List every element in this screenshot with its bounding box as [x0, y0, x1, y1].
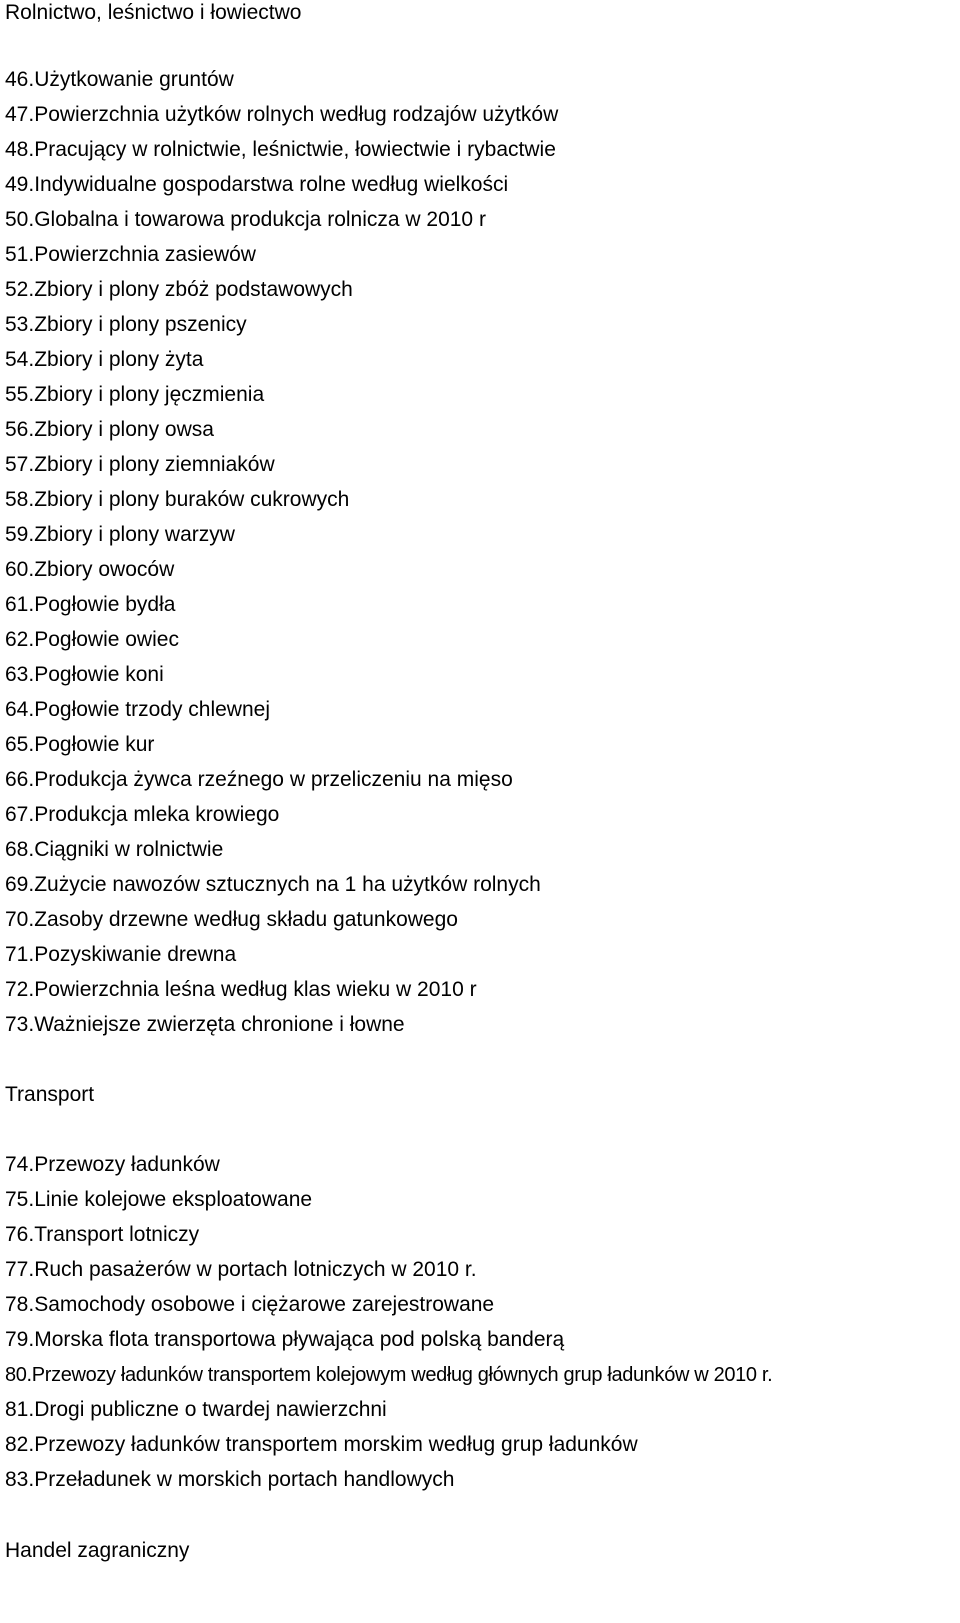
- item-number: 62.: [5, 628, 35, 651]
- list-item: [5, 137, 556, 163]
- list-item: [5, 207, 486, 233]
- item-text: Zbiory i plony żyta: [34, 348, 204, 371]
- item-number: 82.: [5, 1433, 35, 1456]
- item-number: 71.: [5, 943, 35, 966]
- item-number: 55.: [5, 383, 35, 406]
- list-item: [5, 592, 175, 618]
- item-text: Zbiory i plony buraków cukrowych: [34, 488, 350, 511]
- list-item: [5, 1362, 772, 1388]
- list-item: [5, 417, 214, 443]
- item-text: Pogłowie bydła: [34, 593, 176, 616]
- item-number: 54.: [5, 348, 35, 371]
- item-text: Pozyskiwanie drewna: [34, 943, 237, 966]
- list-item: [5, 837, 223, 863]
- item-text: Pogłowie kur: [34, 733, 155, 756]
- list-item: [5, 942, 236, 968]
- item-number: 73.: [5, 1013, 35, 1036]
- item-number: 72.: [5, 978, 35, 1001]
- section-heading-rolnictwo: Rolnictwo, leśnictwo i łowiectwo: [5, 1, 302, 24]
- item-number: 75.: [5, 1188, 35, 1211]
- list-item: [5, 1292, 494, 1318]
- item-number: 53.: [5, 313, 35, 336]
- list-item: [5, 312, 247, 338]
- item-text: Pogłowie trzody chlewnej: [34, 698, 270, 721]
- item-number: 47.: [5, 103, 35, 126]
- item-number: 66.: [5, 768, 35, 791]
- list-item: [5, 697, 270, 723]
- item-text: Zbiory i plony pszenicy: [34, 313, 247, 336]
- item-number: 81.: [5, 1398, 35, 1421]
- list-item: [5, 1257, 477, 1283]
- item-text: Transport lotniczy: [34, 1223, 200, 1246]
- list-item: [5, 347, 203, 373]
- list-item: [5, 802, 279, 828]
- item-number: 46.: [5, 68, 35, 91]
- item-number: 52.: [5, 278, 35, 301]
- list-item: [5, 907, 458, 933]
- item-text: Przewozy ładunków: [34, 1153, 220, 1176]
- item-text: Przewozy ładunków transportem kolejowym według głównych grup ładunków w 2010 r.: [31, 1364, 773, 1386]
- list-item: [5, 102, 558, 128]
- item-text: Ważniejsze zwierzęta chronione i łowne: [34, 1013, 405, 1036]
- item-number: 67.: [5, 803, 35, 826]
- item-text: Produkcja żywca rzeźnego w przeliczeniu na mięso: [34, 768, 513, 791]
- item-number: 58.: [5, 488, 35, 511]
- item-text: Ciągniki w rolnictwie: [34, 838, 224, 861]
- list-item: [5, 767, 513, 793]
- item-text: Przeładunek w morskich portach handlowych: [34, 1468, 455, 1491]
- list-item: [5, 522, 235, 548]
- section-heading-handel-zagraniczny: Handel zagraniczny: [5, 1539, 190, 1562]
- list-item: [5, 277, 353, 303]
- list-item: [5, 627, 179, 653]
- item-text: Linie kolejowe eksploatowane: [34, 1188, 313, 1211]
- item-text: Pogłowie koni: [34, 663, 164, 686]
- item-text: Zbiory owoców: [34, 558, 175, 581]
- item-text: Powierzchnia leśna według klas wieku w 2010 r: [34, 978, 477, 1001]
- item-number: 59.: [5, 523, 35, 546]
- list-item: [5, 1397, 387, 1423]
- item-number: 48.: [5, 138, 35, 161]
- item-text: Pogłowie owiec: [34, 628, 179, 651]
- list-item: [5, 872, 541, 898]
- item-text: Zbiory i plony owsa: [34, 418, 214, 441]
- list-item: [5, 67, 234, 93]
- list-item: [5, 977, 477, 1003]
- item-text: Zbiory i plony jęczmienia: [34, 383, 265, 406]
- list-item: [5, 172, 508, 198]
- item-number: 61.: [5, 593, 35, 616]
- list-item: [5, 1152, 220, 1178]
- list-item: [5, 1222, 199, 1248]
- item-number: 74.: [5, 1153, 35, 1176]
- section-heading-transport: Transport: [5, 1083, 95, 1106]
- item-text: Pracujący w rolnictwie, leśnictwie, łowiectwie i rybactwie: [34, 138, 556, 161]
- item-text: Użytkowanie gruntów: [34, 68, 234, 91]
- item-number: 79.: [5, 1328, 35, 1351]
- item-text: Zbiory i plony zbóż podstawowych: [34, 278, 353, 301]
- item-number: 69.: [5, 873, 35, 896]
- list-item: [5, 662, 164, 688]
- list-item: [5, 557, 174, 583]
- list-item: [5, 1187, 312, 1213]
- list-item: [5, 242, 256, 268]
- list-item: [5, 382, 264, 408]
- item-number: 64.: [5, 698, 35, 721]
- item-number: 83.: [5, 1468, 35, 1491]
- item-text: Samochody osobowe i ciężarowe zarejestrowane: [34, 1293, 495, 1316]
- item-number: 60.: [5, 558, 35, 581]
- item-number: 68.: [5, 838, 35, 861]
- item-number: 76.: [5, 1223, 35, 1246]
- item-number: 50.: [5, 208, 35, 231]
- list-item: [5, 1012, 405, 1038]
- item-text: Powierzchnia użytków rolnych według rodzajów użytków: [34, 103, 559, 126]
- item-number: 70.: [5, 908, 35, 931]
- list-item: [5, 487, 349, 513]
- item-text: Ruch pasażerów w portach lotniczych w 2010 r.: [34, 1258, 477, 1281]
- item-number: 78.: [5, 1293, 35, 1316]
- item-text: Globalna i towarowa produkcja rolnicza w 2010 r: [34, 208, 486, 231]
- item-number: 77.: [5, 1258, 35, 1281]
- list-item: [5, 452, 275, 478]
- item-text: Drogi publiczne o twardej nawierzchni: [34, 1398, 387, 1421]
- item-text: Powierzchnia zasiewów: [34, 243, 256, 266]
- item-number: 65.: [5, 733, 35, 756]
- item-number: 49.: [5, 173, 35, 196]
- list-item: [5, 1327, 564, 1353]
- list-item: [5, 1432, 638, 1458]
- item-number: 57.: [5, 453, 35, 476]
- item-text: Zasoby drzewne według składu gatunkowego: [34, 908, 458, 931]
- item-text: Zużycie nawozów sztucznych na 1 ha użytków rolnych: [34, 873, 541, 896]
- item-text: Zbiory i plony warzyw: [34, 523, 235, 546]
- item-text: Indywidualne gospodarstwa rolne według wielkości: [34, 173, 509, 196]
- item-number: 80.: [5, 1364, 32, 1386]
- item-number: 56.: [5, 418, 35, 441]
- item-number: 51.: [5, 243, 35, 266]
- item-text: Produkcja mleka krowiego: [34, 803, 280, 826]
- list-item: [5, 732, 154, 758]
- item-text: Zbiory i plony ziemniaków: [34, 453, 275, 476]
- item-text: Przewozy ładunków transportem morskim według grup ładunków: [34, 1433, 638, 1456]
- item-text: Morska flota transportowa pływająca pod polską banderą: [34, 1328, 565, 1351]
- list-item: [5, 1467, 454, 1493]
- item-number: 63.: [5, 663, 35, 686]
